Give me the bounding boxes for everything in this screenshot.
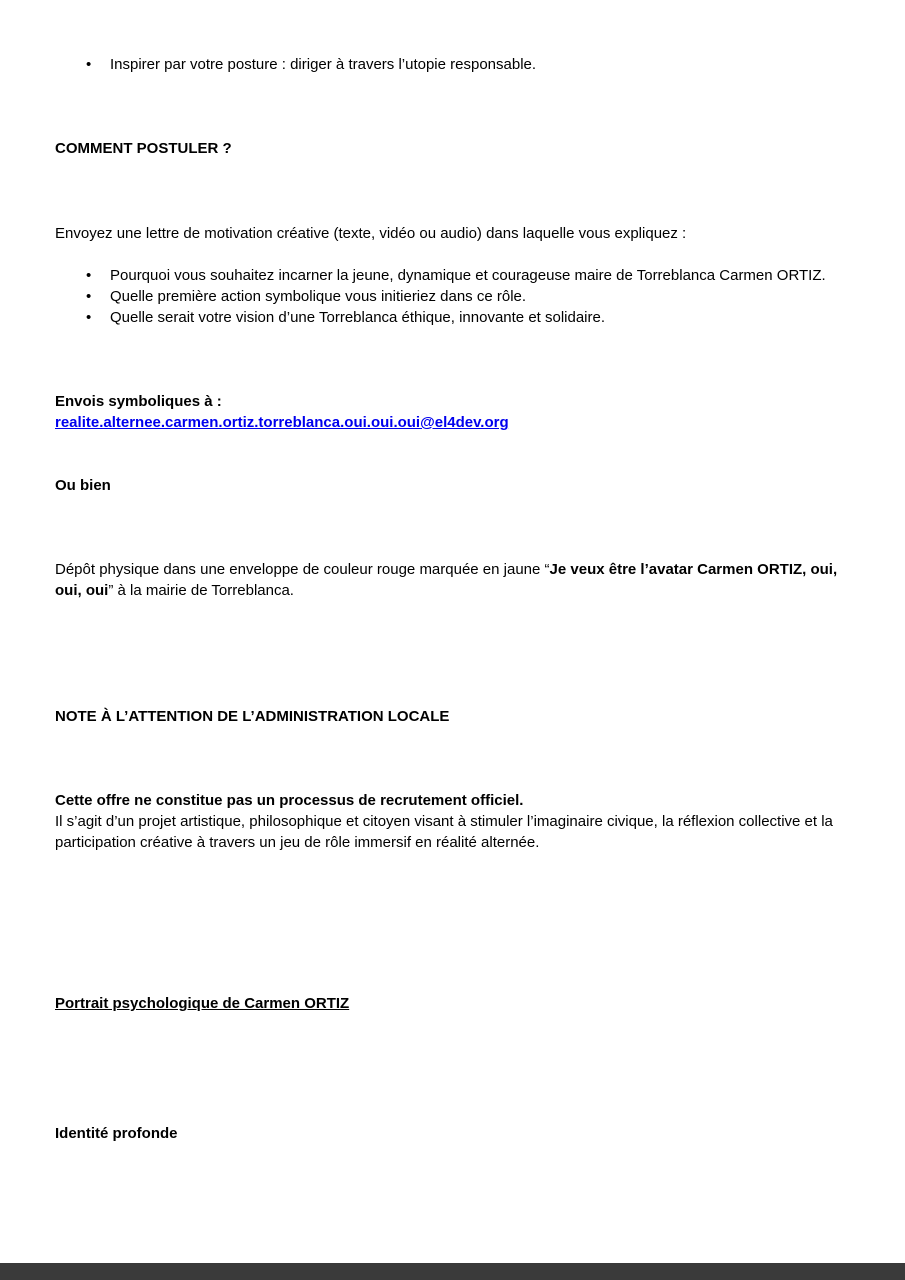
heading-portrait: Portrait psychologique de Carmen ORTIZ bbox=[55, 995, 350, 1012]
deposit-bold-phrase: Je veux être l’avatar Carmen ORTIZ, oui, oui, oui bbox=[55, 561, 838, 599]
symbolic-send-block bbox=[55, 391, 839, 433]
viewer-page-edge bbox=[0, 1263, 905, 1280]
heading-how-to-apply: COMMENT POSTULER ? bbox=[55, 140, 232, 157]
or-label: Ou bien bbox=[55, 477, 111, 494]
lead-bullet-list bbox=[55, 54, 839, 75]
list-item: • Quelle première action symbolique vous initieriez dans ce rôle. bbox=[55, 286, 839, 307]
heading-admin-note: NOTE À L’ATTENTION DE L’ADMINISTRATION LOCALE bbox=[55, 708, 450, 725]
note-bold-line: Cette offre ne constitue pas un processus de recrutement officiel. bbox=[55, 792, 524, 809]
heading-identity: Identité profonde bbox=[55, 1125, 178, 1142]
note-body-paragraph: Il s’agit d’un projet artistique, philosophique et citoyen visant à stimuler l’imaginaire civique, la réflexion collective et la participation créative à travers un jeu de rôle immersif en réalité alternée. bbox=[55, 813, 833, 851]
apply-intro-paragraph: Envoyez une lettre de motivation créative (texte, vidéo ou audio) dans laquelle vous expliquez : bbox=[55, 225, 687, 242]
list-item: • Quelle serait votre vision d’une Torreblanca éthique, innovante et solidaire. bbox=[55, 307, 839, 328]
list-item: • Pourquoi vous souhaitez incarner la jeune, dynamique et courageuse maire de Torreblanca Carmen ORTIZ. bbox=[55, 265, 839, 286]
send-label: Envois symboliques à : bbox=[55, 393, 222, 410]
physical-deposit-paragraph bbox=[55, 559, 839, 601]
email-link[interactable]: realite.alternee.carmen.ortiz.torreblanca.oui.oui.oui@el4dev.org bbox=[55, 414, 509, 431]
deposit-text-suffix: ” à la mairie de Torreblanca. bbox=[108, 582, 294, 599]
list-item: • Inspirer par votre posture : diriger à travers l’utopie responsable. bbox=[55, 54, 839, 75]
deposit-text-prefix: Dépôt physique dans une enveloppe de couleur rouge marquée en jaune “ bbox=[55, 561, 550, 578]
apply-bullet-list bbox=[55, 265, 839, 328]
admin-note-block bbox=[55, 790, 839, 853]
